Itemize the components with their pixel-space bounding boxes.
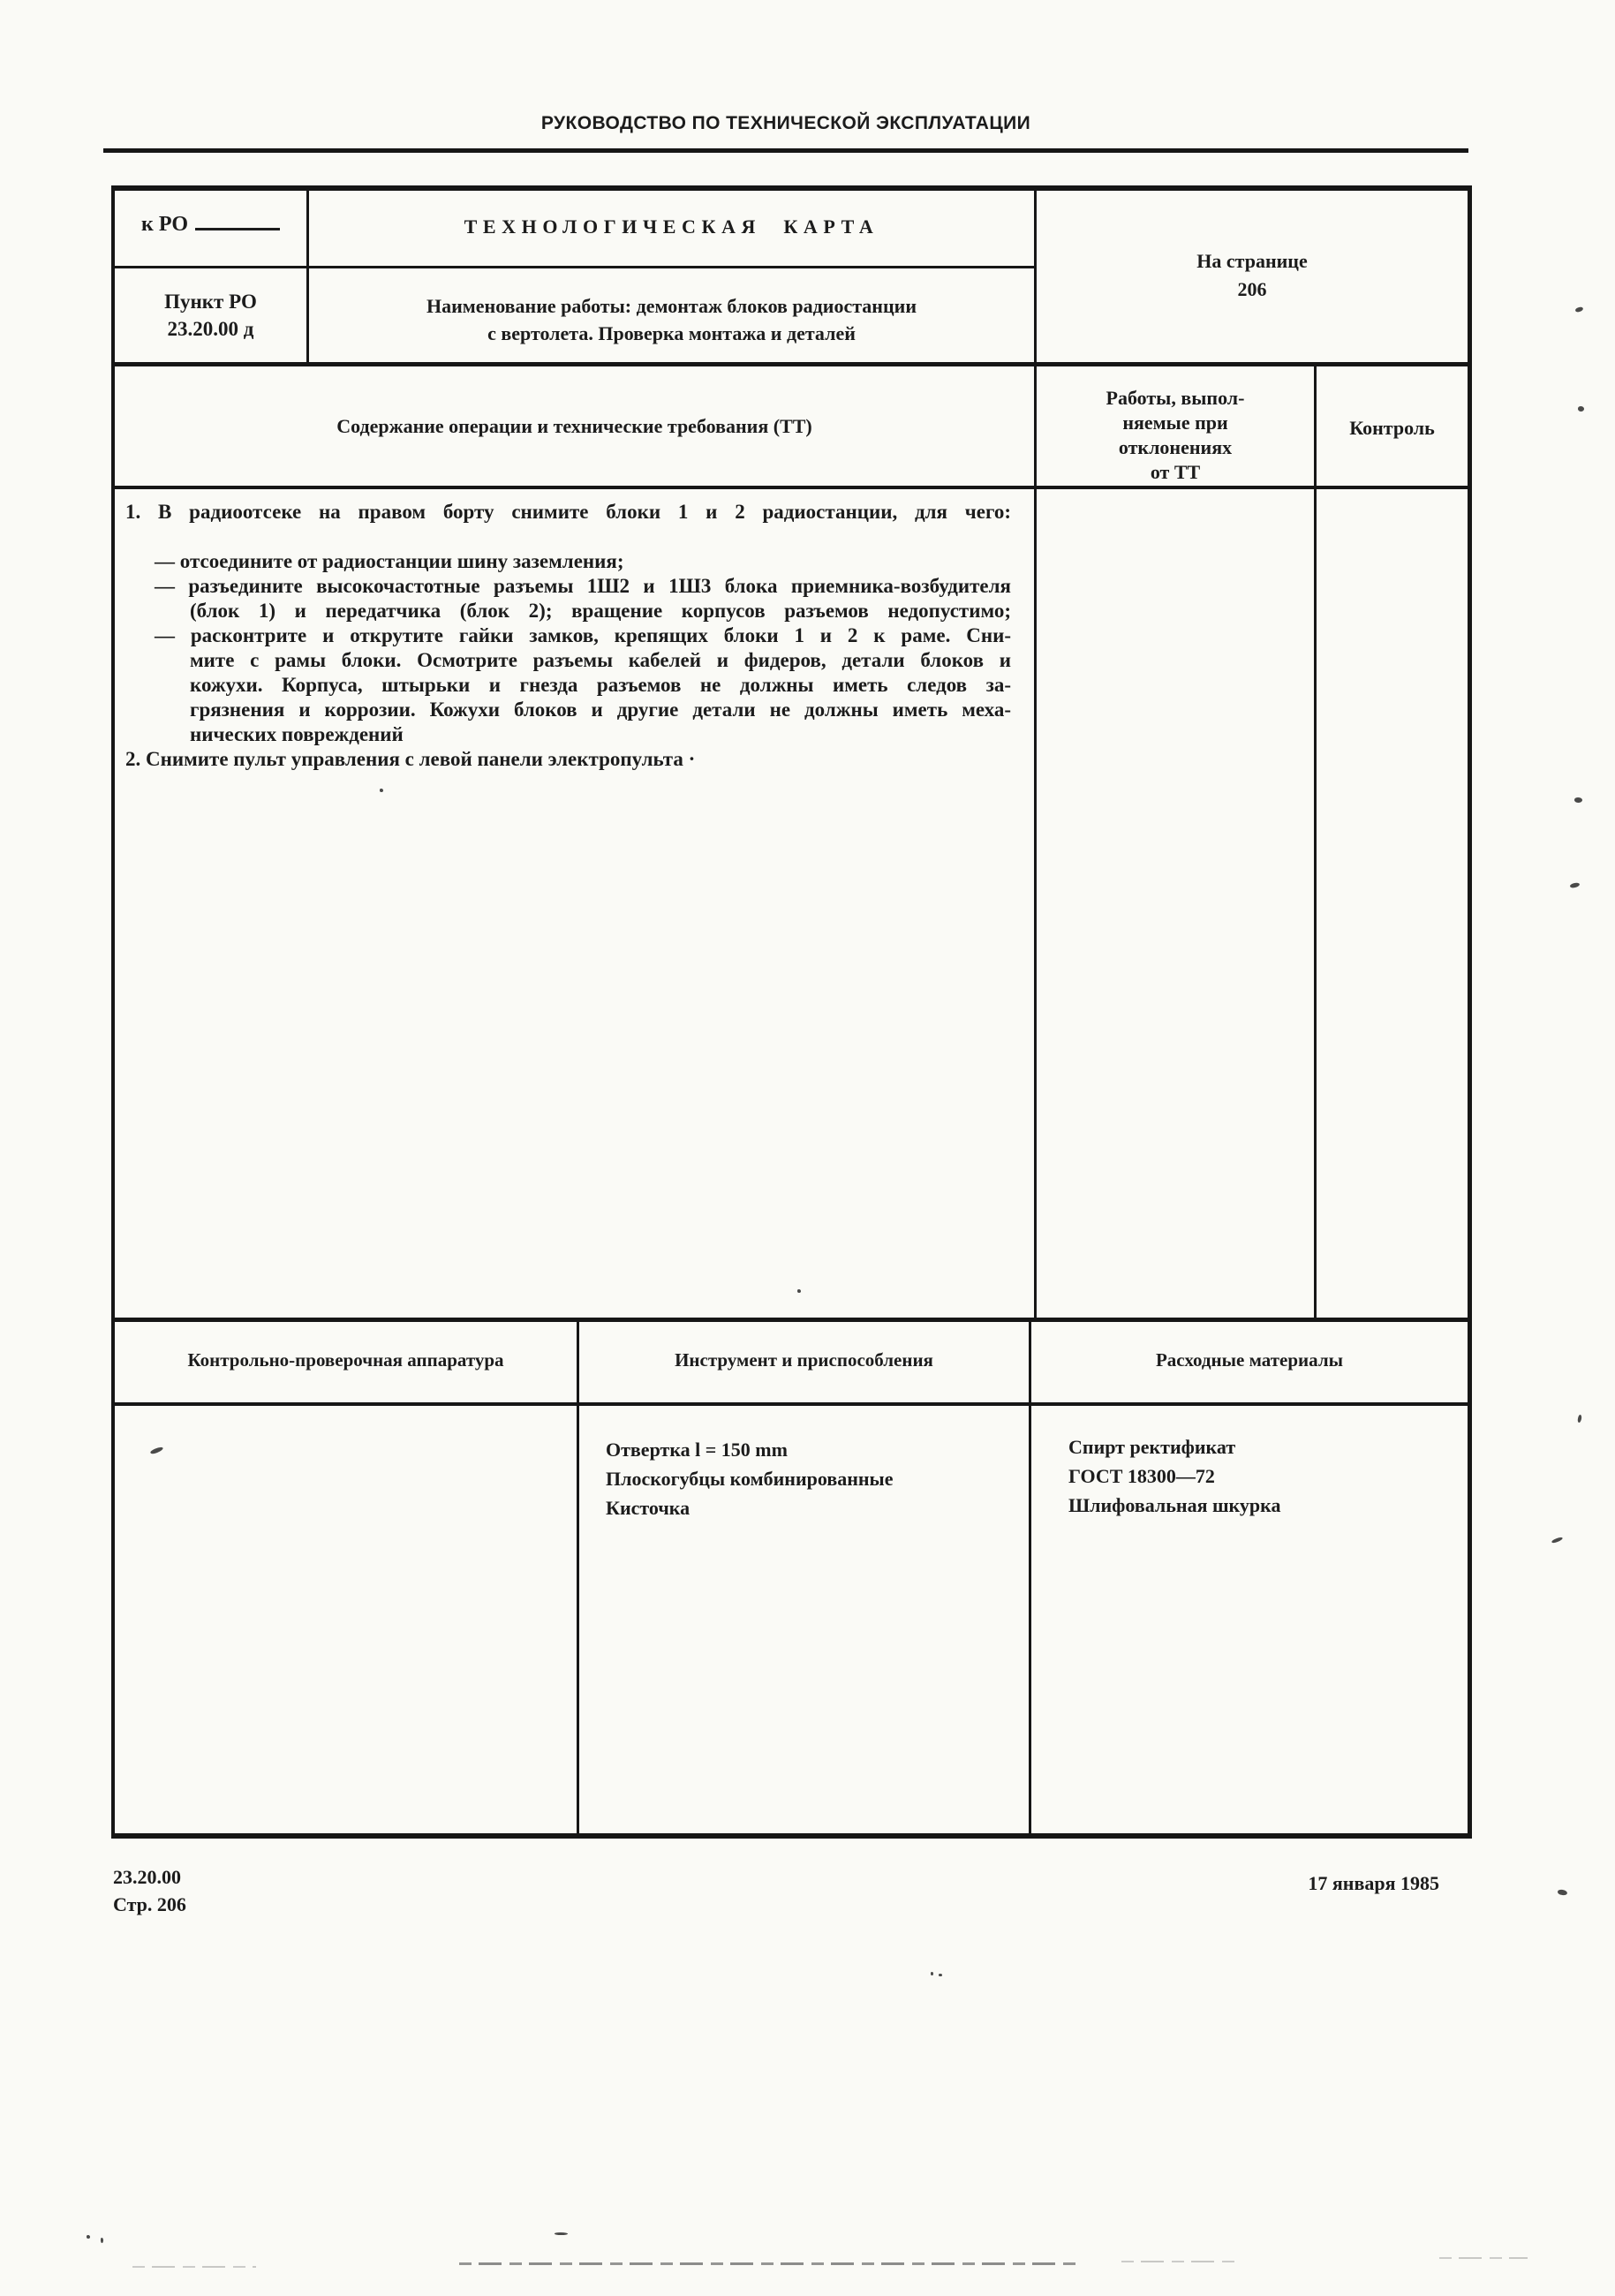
tool-item: Кисточка (606, 1497, 691, 1519)
ro-blank-line (195, 210, 280, 230)
row-divider-sechead (111, 1402, 1472, 1406)
row-divider-ro (111, 266, 1037, 268)
scan-speck (1574, 797, 1582, 803)
pen-mark (150, 1446, 164, 1454)
operation-line: кожухи. Корпуса, штырьки и гнезда разъемов не должны иметь следов за- (190, 674, 1011, 696)
operation-line: мите с рамы блоки. Осмотрите разъемы кабелей и фидеров, детали блоков и (190, 649, 1011, 671)
operation-line: — отсоедините от радиостанции шину заземления; (155, 550, 624, 572)
material-item: Шлифовальная шкурка (1068, 1494, 1281, 1516)
material-item: ГОСТ 18300—72 (1068, 1465, 1215, 1487)
punkt-ro-label: Пункт РО (164, 291, 257, 313)
content-column-header: Содержание операции и технические требования (ТТ) (336, 415, 812, 437)
control-column-header: Контроль (1349, 417, 1435, 439)
footer-date: 17 января 1985 (1308, 1872, 1439, 1894)
operations-cell (125, 500, 1011, 772)
work-name-line2: с вертолета. Проверка монтажа и деталей (487, 322, 856, 344)
scan-speck (1551, 1537, 1564, 1545)
deviations-line4: от ТТ (1150, 461, 1201, 483)
footer-page-number: Стр. 206 (113, 1893, 186, 1915)
scan-speck (87, 2235, 90, 2239)
row-divider-colhead (111, 486, 1472, 489)
tools-column-header: Инструмент и приспособления (675, 1349, 933, 1371)
scan-speck (101, 2238, 103, 2243)
material-item: Спирт ректификат (1068, 1436, 1236, 1458)
scan-speck (1558, 1889, 1568, 1895)
operation-line: — разъедините высокочастотные разъемы 1Ш2 и 1Ш3 блока приемника-возбудителя (155, 575, 1011, 597)
page-header: РУКОВОДСТВО ПО ТЕХНИЧЕСКОЙ ЭКСПЛУАТАЦИИ (540, 113, 1031, 133)
table-border-top (111, 185, 1472, 191)
tech-card-title: ТЕХНОЛОГИЧЕСКАЯ КАРТА (464, 215, 879, 238)
col-divider-materials (1029, 1318, 1031, 1839)
scan-smudge (459, 2262, 1077, 2265)
work-name-cell (309, 292, 1034, 347)
deviations-line2: няемые при (1122, 412, 1228, 434)
footer-doc-number: 23.20.00 (113, 1866, 181, 1888)
on-page-cell (1037, 247, 1468, 304)
deviations-column-header (1037, 386, 1314, 485)
scan-smudge (132, 2266, 256, 2268)
punkt-ro-cell (115, 288, 306, 343)
col-divider-content (1034, 185, 1037, 1322)
table-border-right (1468, 185, 1472, 1839)
on-page-number: 206 (1237, 278, 1267, 300)
kpa-column-header: Контрольно-проверочная аппаратура (187, 1349, 504, 1371)
header-rule (103, 148, 1468, 153)
scan-speck (380, 789, 383, 792)
scan-smudge (1439, 2257, 1528, 2259)
row-divider-head (111, 362, 1472, 366)
tools-cell (606, 1435, 1007, 1522)
ro-reference-label: к РО (140, 213, 188, 236)
tool-item: Плоскогубцы комбинированные (606, 1468, 894, 1490)
col-divider-control (1314, 362, 1317, 1322)
scan-speck (797, 1289, 801, 1293)
tool-item: Отвертка l = 150 mm (606, 1439, 788, 1461)
work-name-line1: Наименование работы: демонтаж блоков радиостанции (426, 295, 917, 317)
scan-speck (1577, 1415, 1582, 1424)
on-page-label: На странице (1196, 250, 1308, 272)
scan-speck (555, 2232, 568, 2235)
table-border-bottom (111, 1833, 1472, 1839)
scan-speck (1574, 306, 1583, 313)
operation-line: — расконтрите и открутите гайки замков, крепящих блоки 1 и 2 к раме. Сни- (155, 624, 1011, 646)
operation-line: нических повреждений (190, 723, 404, 745)
operation-line: 2. Снимите пульт управления с левой панели электропульта · (125, 748, 696, 770)
punkt-ro-value: 23.20.00 д (167, 318, 254, 340)
scan-speck (939, 1974, 942, 1976)
operation-line: 1. В радиоотсеке на правом борту снимите блоки 1 и 2 радиостанции, для чего: (125, 501, 1011, 523)
operation-line: (блок 1) и передатчика (блок 2); вращение корпусов разъемов недопустимо; (190, 600, 1011, 622)
scan-speck (1570, 882, 1581, 889)
operation-gap (125, 525, 1011, 549)
operation-line: грязнения и коррозии. Кожухи блоков и другие детали не должны иметь меха- (190, 699, 1011, 721)
row-divider-body-bottom (111, 1318, 1472, 1322)
materials-column-header: Расходные материалы (1155, 1349, 1344, 1371)
footer-left (113, 1863, 186, 1918)
scan-speck (1578, 406, 1584, 412)
scan-speck (931, 1972, 933, 1975)
deviations-line1: Работы, выпол- (1106, 387, 1245, 409)
deviations-line3: отклонениях (1118, 436, 1233, 458)
ro-reference (115, 210, 306, 237)
scan-smudge (1121, 2261, 1236, 2262)
col-divider-tools (577, 1318, 579, 1839)
materials-cell (1068, 1432, 1448, 1520)
